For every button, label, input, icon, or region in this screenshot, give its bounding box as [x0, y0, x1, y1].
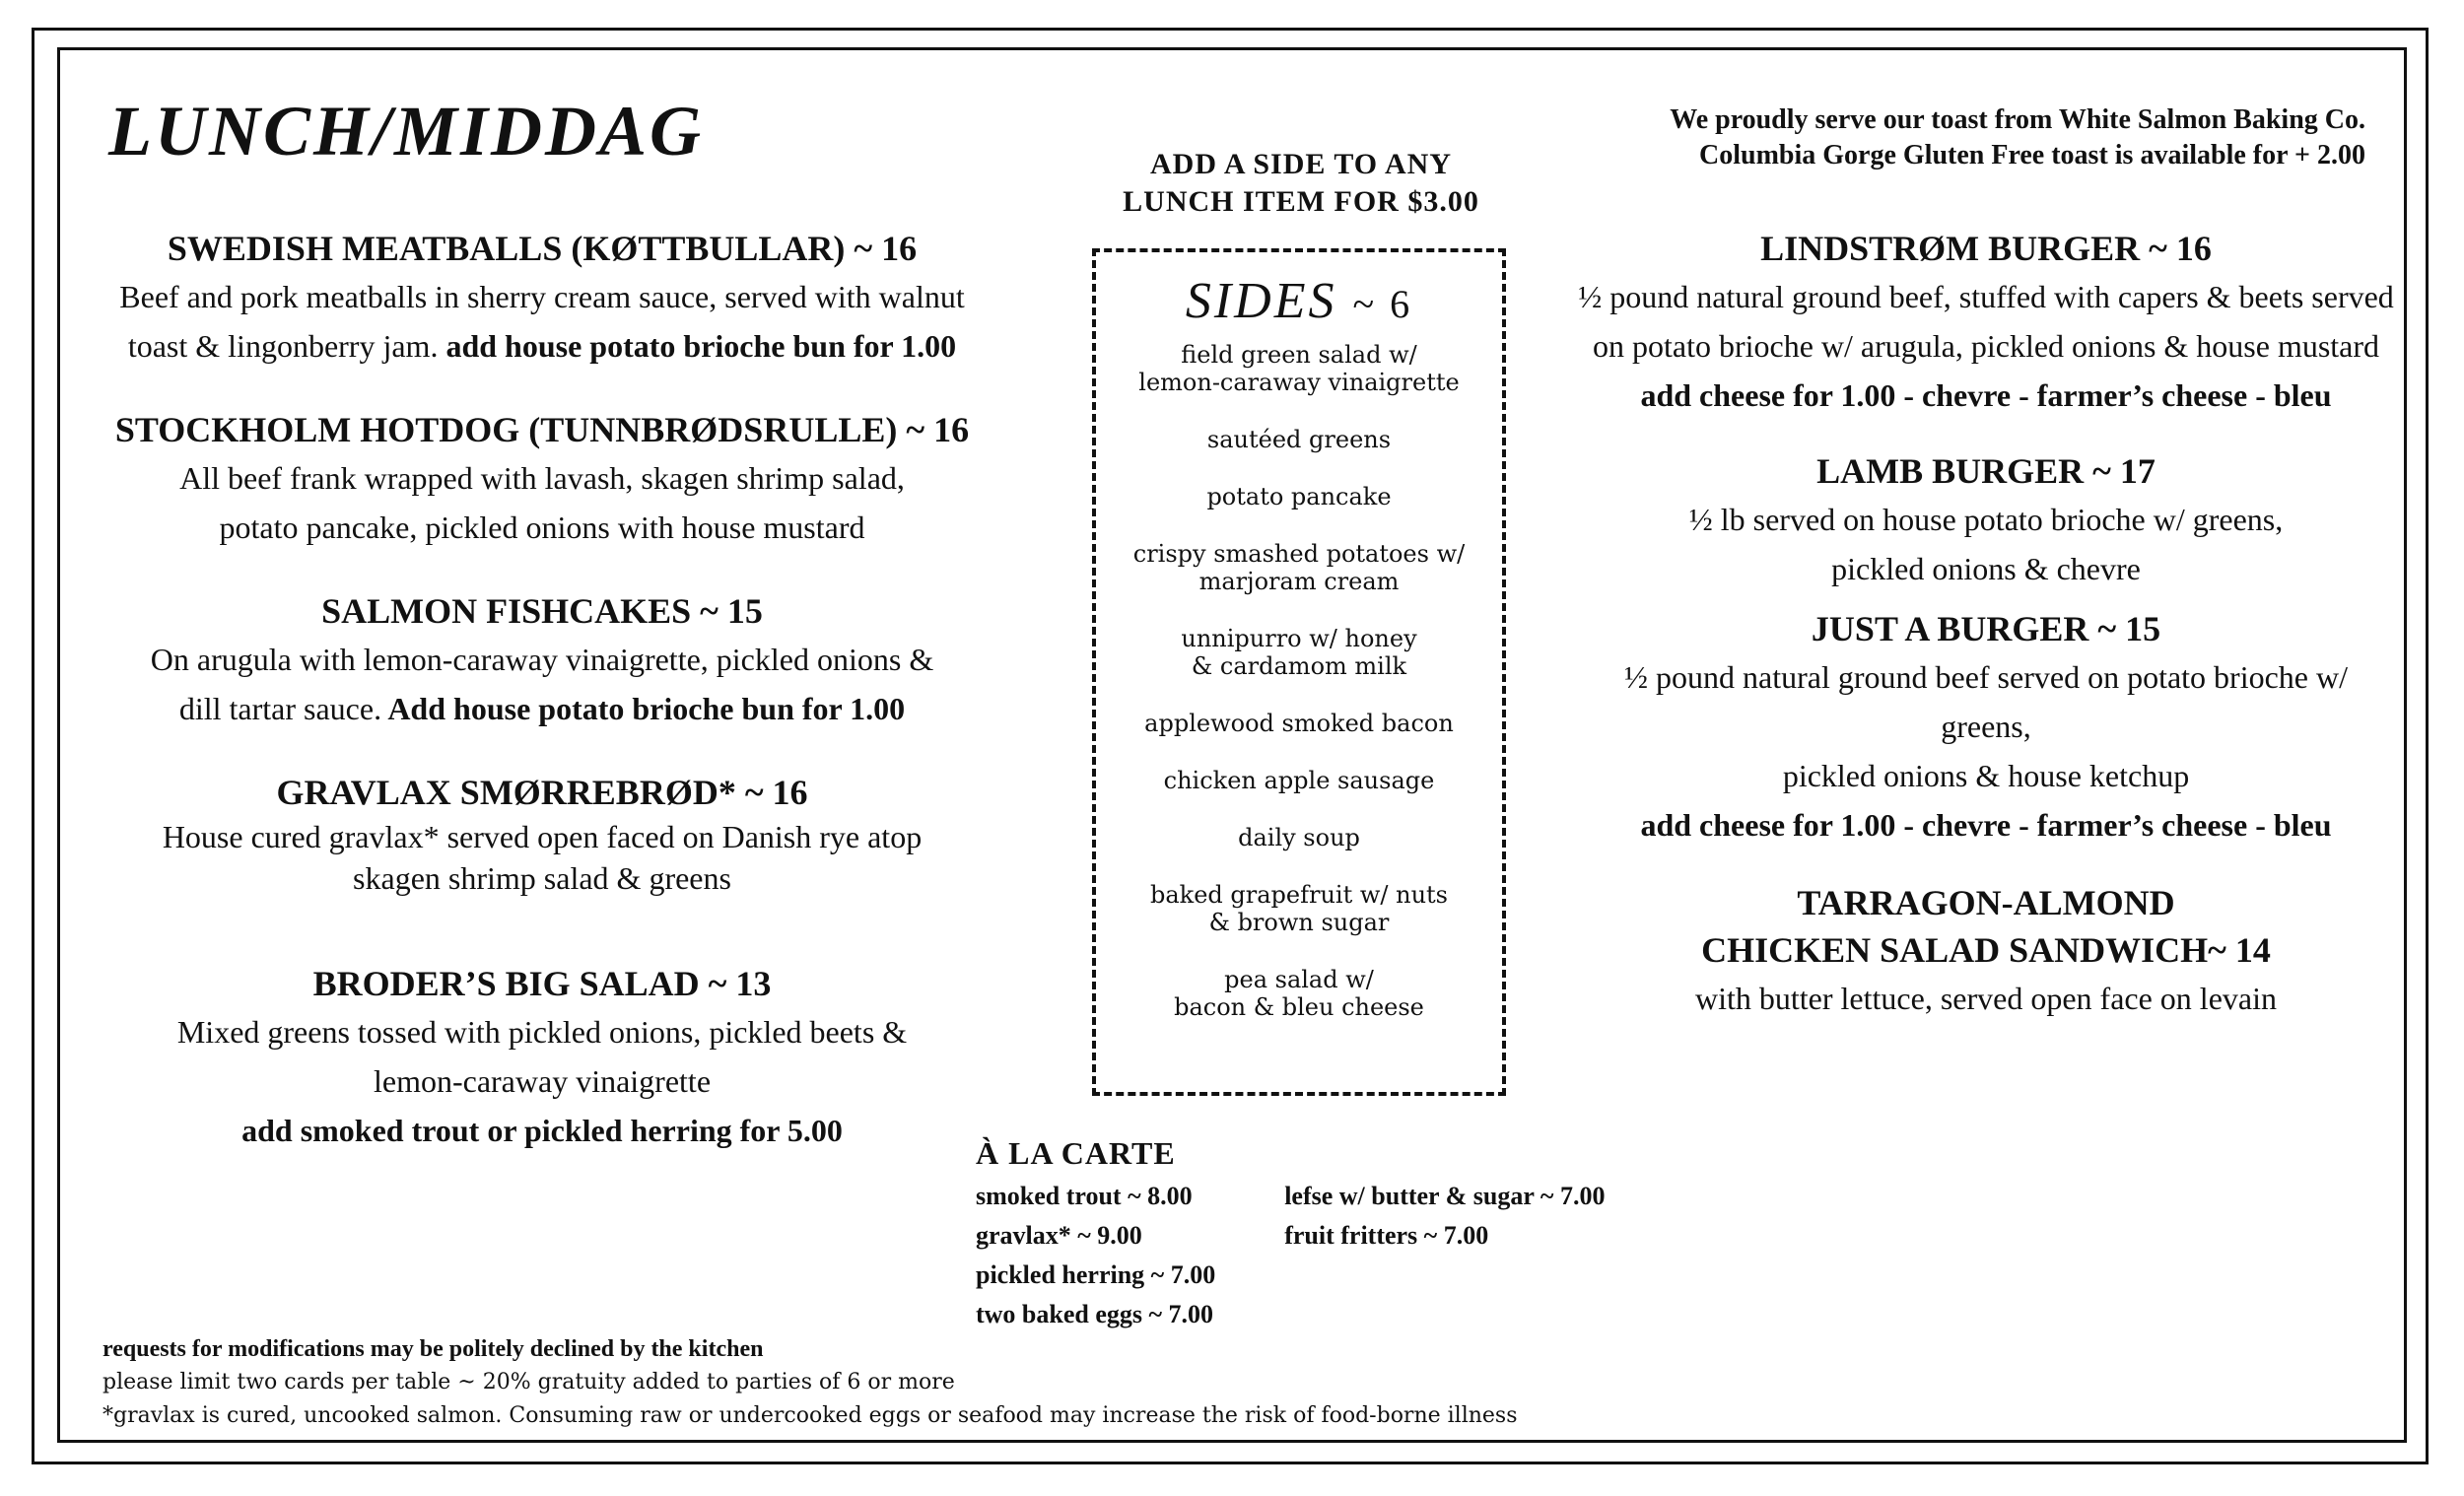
- side-item: [1096, 881, 1502, 936]
- item-desc-text: dill tartar sauce.: [178, 691, 382, 726]
- item-desc-addon: add house potato brioche bun for 1.00: [438, 328, 957, 364]
- item-name: GRAVLAX SMØRREBRØD* ~ 16: [276, 773, 808, 812]
- item-name: LAMB BURGER ~ 17: [1816, 451, 2156, 491]
- side-item-line: bacon & bleu cheese: [1174, 993, 1424, 1021]
- sides-box: [1092, 248, 1506, 1096]
- a-la-carte-columns: [976, 1177, 1685, 1334]
- item-desc: ½ pound natural ground beef served on potato brioche w/ greens,: [1623, 659, 2348, 744]
- side-item-line: lemon-caraway vinaigrette: [1138, 369, 1460, 396]
- item-desc: ½ lb served on house potato brioche w/ greens,: [1688, 502, 2284, 537]
- menu-item: [99, 225, 986, 371]
- right-menu-column: [1577, 225, 2395, 1058]
- a-la-carte-item: pickled herring ~ 7.00: [976, 1260, 1216, 1289]
- side-item-line: sautéed greens: [1206, 426, 1392, 453]
- a-la-carte-item: lefse w/ butter & sugar ~ 7.00: [1284, 1182, 1606, 1210]
- side-item-line: pea salad w/: [1224, 966, 1374, 993]
- side-item: [1096, 824, 1502, 851]
- item-desc-addon: Add house potato brioche bun for 1.00: [381, 691, 906, 726]
- side-item-line: field green salad w/: [1181, 341, 1417, 369]
- item-desc: ½ pound natural ground beef, stuffed with capers & beets served: [1578, 279, 2394, 314]
- item-desc: [99, 321, 986, 371]
- item-desc: pickled onions & house ketchup: [1782, 758, 2190, 793]
- item-name: SALMON FISHCAKES ~ 15: [321, 591, 763, 631]
- side-item-line: applewood smoked bacon: [1144, 710, 1454, 737]
- side-item: [1096, 540, 1502, 595]
- menu-item: [99, 960, 986, 1155]
- sides-title-text: SIDES: [1185, 273, 1337, 329]
- menu-item: [99, 769, 986, 899]
- side-item-line: & brown sugar: [1208, 909, 1390, 936]
- menu-item: [99, 406, 986, 552]
- item-desc: On arugula with lemon-caraway vinaigrette, pickled onions &: [150, 642, 934, 677]
- menu-item: [99, 587, 986, 733]
- item-desc: lemon-caraway vinaigrette: [373, 1063, 712, 1099]
- add-side-line1: ADD A SIDE TO ANY: [1150, 148, 1452, 180]
- side-item-line: crispy smashed potatoes w/: [1132, 540, 1466, 568]
- item-desc-addon: add smoked trout or pickled herring for 5.00: [241, 1113, 843, 1148]
- item-desc-addon: add cheese for 1.00 - chevre - farmer’s cheese - bleu: [1640, 807, 2332, 843]
- menu-item: [1577, 225, 2395, 420]
- footer-line: requests for modifications may be politely declined by the kitchen: [103, 1336, 764, 1362]
- item-name: STOCKHOLM HOTDOG (TUNNBRØDSRULLE) ~ 16: [114, 410, 970, 449]
- item-desc: potato pancake, pickled onions with house mustard: [219, 510, 865, 545]
- side-item-line: unnipurro w/ honey: [1181, 625, 1417, 652]
- side-item-line: potato pancake: [1206, 483, 1392, 510]
- sides-list: [1096, 341, 1502, 1051]
- side-item: [1096, 710, 1502, 737]
- side-item: [1096, 483, 1502, 510]
- item-desc: skagen shrimp salad & greens: [353, 860, 731, 896]
- side-item-line: marjoram cream: [1198, 568, 1400, 595]
- menu-title: LUNCH/MIDDAG: [108, 92, 705, 170]
- menu-item: [1577, 605, 2395, 850]
- item-name: TARRAGON-ALMOND: [1797, 883, 2175, 922]
- side-item: [1096, 767, 1502, 794]
- item-name: SWEDISH MEATBALLS (KØTTBULLAR) ~ 16: [167, 229, 918, 268]
- footer-line: *gravlax is cured, uncooked salmon. Consuming raw or undercooked eggs or seafood may increase the risk of food-borne illness: [103, 1403, 1518, 1428]
- footer-notes: [103, 1332, 1518, 1433]
- menu-item: [1577, 879, 2395, 1023]
- add-side-note: [1055, 146, 1547, 221]
- a-la-carte-item: fruit fritters ~ 7.00: [1284, 1221, 1489, 1250]
- item-desc: [99, 684, 986, 733]
- side-item-line: & cardamom milk: [1191, 652, 1407, 680]
- item-desc: with butter lettuce, served open face on levain: [1695, 981, 2277, 1016]
- menu-item: [1577, 447, 2395, 593]
- side-item-line: chicken apple sausage: [1163, 767, 1435, 794]
- item-name: BRODER’S BIG SALAD ~ 13: [312, 964, 772, 1003]
- a-la-carte-item: gravlax* ~ 9.00: [976, 1221, 1142, 1250]
- side-item-line: daily soup: [1238, 824, 1360, 851]
- item-name-line2: CHICKEN SALAD SANDWICH~ 14: [1701, 930, 2271, 970]
- sides-title: [1096, 272, 1502, 330]
- item-desc: pickled onions & chevre: [1831, 551, 2141, 586]
- toast-note-line2: Columbia Gorge Gluten Free toast is available for + 2.00: [1699, 140, 2365, 170]
- item-name: LINDSTRØM BURGER ~ 16: [1760, 229, 2212, 268]
- a-la-carte-item: two baked eggs ~ 7.00: [976, 1300, 1214, 1328]
- add-side-line2: LUNCH ITEM FOR $3.00: [1123, 185, 1479, 218]
- a-la-carte-title: À LA CARTE: [976, 1135, 1176, 1171]
- item-desc-text: toast & lingonberry jam.: [127, 328, 439, 364]
- left-menu-column: [99, 225, 986, 1190]
- a-la-carte-section: [976, 1133, 1685, 1334]
- sides-price: ~ 6: [1352, 282, 1413, 326]
- side-item-line: baked grapefruit w/ nuts: [1149, 881, 1448, 909]
- footer-line: please limit two cards per table ~ 20% gratuity added to parties of 6 or more: [103, 1370, 955, 1394]
- item-desc: on potato brioche w/ arugula, pickled onions & house mustard: [1592, 328, 2380, 364]
- item-desc: House cured gravlax* served open faced on Danish rye atop: [162, 819, 923, 854]
- a-la-carte-item: smoked trout ~ 8.00: [976, 1182, 1193, 1210]
- a-la-carte-col2: [1284, 1177, 1605, 1334]
- item-name: JUST A BURGER ~ 15: [1811, 609, 2161, 648]
- side-item: [1096, 426, 1502, 453]
- a-la-carte-col1: [976, 1177, 1215, 1334]
- side-item: [1096, 966, 1502, 1021]
- item-desc: Mixed greens tossed with pickled onions, pickled beets &: [176, 1014, 908, 1050]
- item-desc: Beef and pork meatballs in sherry cream sauce, served with walnut: [119, 279, 965, 314]
- side-item: [1096, 625, 1502, 680]
- item-desc: All beef frank wrapped with lavash, skagen shrimp salad,: [179, 460, 905, 496]
- item-desc-addon: add cheese for 1.00 - chevre - farmer’s cheese - bleu: [1640, 377, 2332, 413]
- side-item: [1096, 341, 1502, 396]
- toast-note: [1670, 102, 2365, 173]
- toast-note-line1: We proudly serve our toast from White Salmon Baking Co.: [1670, 104, 2365, 135]
